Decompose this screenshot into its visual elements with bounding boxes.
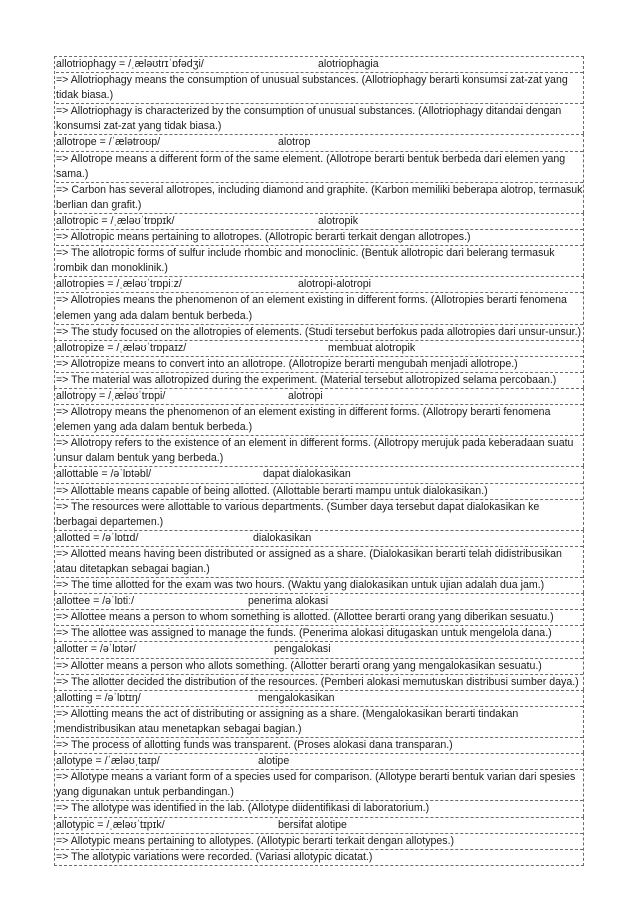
example-sentence: => The allotype was identified in the lab. (Allotype diidentifikasi di laboratorium.) <box>56 800 583 816</box>
example-sentence: => Allotropic means pertaining to allotropes. (Allotropic berarti terkait dengan allotropes.) <box>56 229 583 245</box>
dictionary-entry <box>54 134 584 212</box>
example-sentence: => The allotropic forms of sulfur include rhombic and monoclinic. (Bentuk allotropic dari belerang termasuk rombik dan monoklinik.) <box>56 245 583 276</box>
headword-translation: alotropi-alotropi <box>298 278 372 291</box>
headword-translation: pengalokasi <box>274 643 331 656</box>
example-sentence: => Allotting means the act of distributing or assigning as a share. (Mengalokasikan berarti tindakan mendistribusikan atau menetapkan sebagai bagian.) <box>56 706 583 737</box>
headword-translation: penerima alokasi <box>248 595 329 608</box>
dictionary-entry <box>54 276 584 339</box>
headword-pronunciation: allottable = /əˈlɒtəbl/ <box>56 468 152 481</box>
headword-pronunciation: allotter = /əˈlɒtər/ <box>56 643 136 656</box>
headword-pronunciation: allotriophagy = /ˌæləʊtrɪˈɒfədʒi/ <box>56 58 204 70</box>
example-sentence: => Allotted means having been distributed or assigned as a share. (Dialokasikan berarti telah didistribusikan atau ditetapkan sebagai bagian.) <box>56 546 583 577</box>
example-sentence: => Carbon has several allotropes, including diamond and graphite. (Karbon memiliki beberapa alotrop, termasuk berlian dan grafit.) <box>56 182 583 213</box>
example-sentence: => The study focused on the allotropies of elements. (Studi tersebut berfokus pada allotropies dari unsur-unsur.) <box>56 324 583 340</box>
example-sentence: => The allottee was assigned to manage the funds. (Penerima alokasi ditugaskan untuk mengelola dana.) <box>56 625 583 641</box>
example-sentence: => Allotropy refers to the existence of an element in different forms. (Allotropy merujuk pada keberadaan suatu unsur dalam bentuk yang berbeda.) <box>56 435 583 466</box>
example-sentence: => Allotropies means the phenomenon of an element existing in different forms. (Allotropies berarti fenomena elemen yang ada dalam bentuk berbeda.) <box>56 292 583 323</box>
example-sentence: => The allotter decided the distribution of the resources. (Pemberi alokasi memutuskan distribusi sumber daya.) <box>56 674 583 690</box>
headword-translation: alotriophagia <box>318 58 379 70</box>
entry-headword-row <box>56 389 583 404</box>
dictionary-entry <box>54 340 584 388</box>
entry-headword-row <box>56 642 583 657</box>
example-sentence: => The process of allotting funds was transparent. (Proses alokasi dana transparan.) <box>56 737 583 753</box>
headword-translation: mengalokasikan <box>258 691 335 704</box>
entry-headword-row <box>56 467 583 482</box>
entry-headword-row <box>56 341 583 356</box>
headword-translation: bersifat alotipe <box>278 818 347 831</box>
dictionary-entry <box>54 466 584 529</box>
entry-headword-row <box>56 531 583 546</box>
example-sentence: => Allottee means a person to whom something is allotted. (Allottee berarti orang yang diberikan sesuatu.) <box>56 609 583 625</box>
dictionary-entry <box>54 213 584 276</box>
dictionary-entry <box>54 690 584 753</box>
headword-pronunciation: allotrope = /ˈælətroʊp/ <box>56 136 161 149</box>
headword-translation: alotropi <box>288 389 323 402</box>
dictionary-page <box>54 56 584 866</box>
headword-pronunciation: allotting = /əˈlɒtɪŋ/ <box>56 691 141 704</box>
headword-translation: dialokasikan <box>253 531 312 544</box>
example-sentence: => The material was allotropized during the experiment. (Material tersebut allotropized selama percobaan.) <box>56 372 583 388</box>
headword-pronunciation: allotropies = /ˌæləʊˈtrɒpiːz/ <box>56 278 182 291</box>
dictionary-entry <box>54 56 584 134</box>
headword-pronunciation: allotype = /ˈæləʊˌtaɪp/ <box>56 755 160 768</box>
dictionary-entry <box>54 388 584 466</box>
headword-pronunciation: allotropy = /ˌæləʊˈtrɒpi/ <box>56 389 166 402</box>
entry-headword-row <box>56 754 583 769</box>
example-sentence: => Allottable means capable of being allotted. (Allottable berarti mampu untuk dialokasikan.) <box>56 483 583 499</box>
example-sentence: => Allotypic means pertaining to allotypes. (Allotypic berarti terkait dengan allotypes.) <box>56 833 583 849</box>
example-sentence: => Allotrope means a different form of the same element. (Allotrope berarti bentuk berbeda dari elemen yang sama.) <box>56 151 583 182</box>
headword-translation: dapat dialokasikan <box>263 468 351 481</box>
headword-pronunciation: allottee = /əˈlɒtiː/ <box>56 595 135 608</box>
headword-pronunciation: allotted = /əˈlɒtɪd/ <box>56 531 139 544</box>
example-sentence: => The allotypic variations were recorded. (Variasi allotypic dicatat.) <box>56 849 583 865</box>
headword-translation: alotropik <box>318 214 359 227</box>
headword-pronunciation: allotypic = /ˌæləʊˈtɪpɪk/ <box>56 818 165 831</box>
entry-headword-row <box>56 277 583 292</box>
example-sentence: => Allotriophagy means the consumption of unusual substances. (Allotriophagy berarti konsumsi zat-zat yang tidak biasa.) <box>56 72 583 103</box>
entry-headword-row <box>56 135 583 150</box>
entry-headword-row <box>56 57 583 72</box>
example-sentence: => Allotter means a person who allots something. (Allotter berarti orang yang mengalokasikan sesuatu.) <box>56 658 583 674</box>
entry-headword-row <box>56 691 583 706</box>
example-sentence: => The resources were allottable to various departments. (Sumber daya tersebut dapat dialokasikan ke berbagai departemen.) <box>56 499 583 530</box>
entry-headword-row <box>56 214 583 229</box>
example-sentence: => Allotropy means the phenomenon of an element existing in different forms. (Allotropy berarti fenomena elemen yang ada dalam bentuk berbeda.) <box>56 404 583 435</box>
example-sentence: => Allotriophagy is characterized by the consumption of unusual substances. (Allotriophagy ditandai dengan konsumsi zat-zat yang tidak biasa.) <box>56 103 583 134</box>
dictionary-entry <box>54 641 584 689</box>
headword-pronunciation: allotropize = /ˌæləʊˈtrɒpaɪz/ <box>56 341 187 354</box>
dictionary-entry <box>54 593 584 641</box>
headword-pronunciation: allotropic = /ˌæləʊˈtrɒpɪk/ <box>56 214 175 227</box>
example-sentence: => Allotropize means to convert into an allotrope. (Allotropize berarti mengubah menjadi allotrope.) <box>56 356 583 372</box>
dictionary-entry <box>54 753 584 816</box>
example-sentence: => The time allotted for the exam was two hours. (Waktu yang dialokasikan untuk ujian adalah dua jam.) <box>56 577 583 593</box>
dictionary-entry <box>54 817 584 866</box>
dictionary-entry <box>54 530 584 593</box>
headword-translation: alotrop <box>278 136 311 149</box>
entry-headword-row <box>56 818 583 833</box>
headword-translation: membuat alotropik <box>328 341 416 354</box>
example-sentence: => Allotype means a variant form of a species used for comparison. (Allotype berarti bentuk varian dari spesies yang digunakan untuk perbandingan.) <box>56 769 583 800</box>
entry-headword-row <box>56 594 583 609</box>
headword-translation: alotipe <box>258 755 290 768</box>
